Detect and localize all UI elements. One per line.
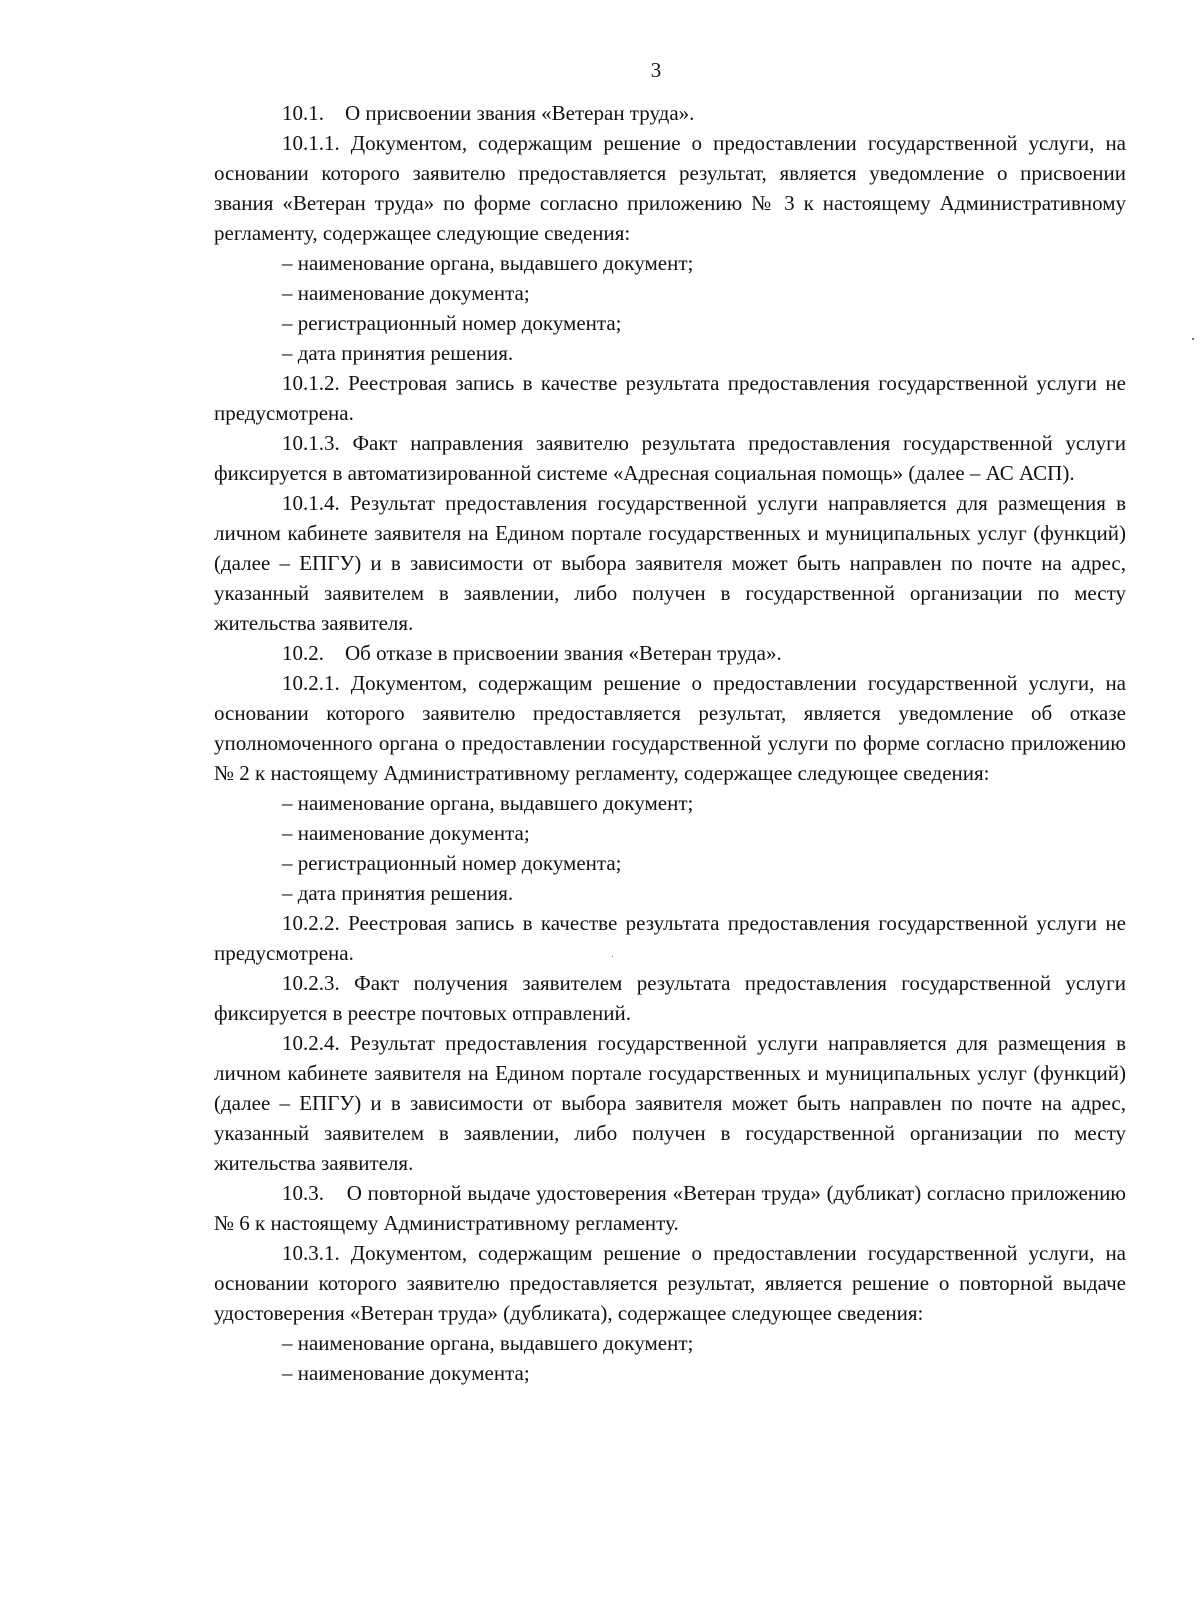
paragraph-10-1-4: 10.1.4. Результат предоставления государственной услуги направляется для размещения в личном кабинете заявителя на Едином портале государственных и муниципальных услуг (функций) (далее – ЕПГУ) и в зависимости от выбора заявителя может быть направлен по почте на адрес, указанный заявителем в заявлении, либо получен в государственной организации по месту жительства заявителя. bbox=[214, 491, 1126, 635]
section-heading-10-1: 10.1. О присвоении звания «Ветеран труда». bbox=[282, 101, 695, 125]
paragraph-10-3-1: 10.3.1. Документом, содержащим решение о предоставлении государственной услуги, на основании которого заявителю предоставляется результат, является решение о повторной выдаче удостоверения «Ветеран труда» (дубликата), содержащее следующее сведения: bbox=[214, 1241, 1126, 1325]
paragraph-10-2-4: 10.2.4. Результат предоставления государственной услуги направляется для размещения в личном кабинете заявителя на Едином портале государственных и муниципальных услуг (функций) (далее – ЕПГУ) и в зависимости от выбора заявителя может быть направлен по почте на адрес, указанный заявителем в заявлении, либо получен в государственной организации по месту жительства заявителя. bbox=[214, 1031, 1126, 1175]
scan-speck bbox=[612, 956, 613, 957]
section-heading-10-2: 10.2. Об отказе в присвоении звания «Ветеран труда». bbox=[282, 641, 782, 665]
paragraph-10-1-1: 10.1.1. Документом, содержащим решение о предоставлении государственной услуги, на основании которого заявителю предоставляется результат, является уведомление о присвоении звания «Ветеран труда» по форме согласно приложению № 3 к настоящему Административному регламенту, содержащее следующие сведения: bbox=[214, 131, 1126, 245]
scan-speck bbox=[1192, 338, 1194, 340]
list-item: – дата принятия решения. bbox=[282, 341, 514, 365]
list-item: – наименование документа; bbox=[282, 821, 530, 845]
list-item: – наименование органа, выдавшего документ; bbox=[282, 251, 694, 275]
list-item: – регистрационный номер документа; bbox=[282, 311, 622, 335]
paragraph-10-2-3: 10.2.3. Факт получения заявителем результата предоставления государственной услуги фиксируется в реестре почтовых отправлений. bbox=[214, 971, 1126, 1025]
paragraph-10-2-1: 10.2.1. Документом, содержащим решение о предоставлении государственной услуги, на основании которого заявителю предоставляется результат, является уведомление об отказе уполномоченного органа о предоставлении государственной услуги по форме согласно приложению № 2 к настоящему Административному регламенту, содержащее следующее сведения: bbox=[214, 671, 1126, 785]
list-item: – наименование документа; bbox=[282, 281, 530, 305]
paragraph-10-1-2: 10.1.2. Реестровая запись в качестве результата предоставления государственной услуги не предусмотрена. bbox=[214, 371, 1126, 425]
paragraph-10-1-3: 10.1.3. Факт направления заявителю результата предоставления государственной услуги фиксируется в автоматизированной системе «Адресная социальная помощь» (далее – АС АСП). bbox=[214, 431, 1126, 485]
paragraph-10-2-2: 10.2.2. Реестровая запись в качестве результата предоставления государственной услуги не предусмотрена. bbox=[214, 911, 1126, 965]
list-item: – наименование органа, выдавшего документ; bbox=[282, 791, 694, 815]
section-heading-10-3: 10.3. О повторной выдаче удостоверения «Ветеран труда» (дубликат) согласно приложению № 6 к настоящему Административному регламенту. bbox=[214, 1181, 1126, 1235]
page-number: 3 bbox=[650, 58, 662, 82]
list-item: – наименование документа; bbox=[282, 1361, 530, 1385]
list-item: – дата принятия решения. bbox=[282, 881, 514, 905]
list-item: – наименование органа, выдавшего документ; bbox=[282, 1331, 694, 1355]
list-item: – регистрационный номер документа; bbox=[282, 851, 622, 875]
document-body bbox=[214, 98, 1126, 1388]
